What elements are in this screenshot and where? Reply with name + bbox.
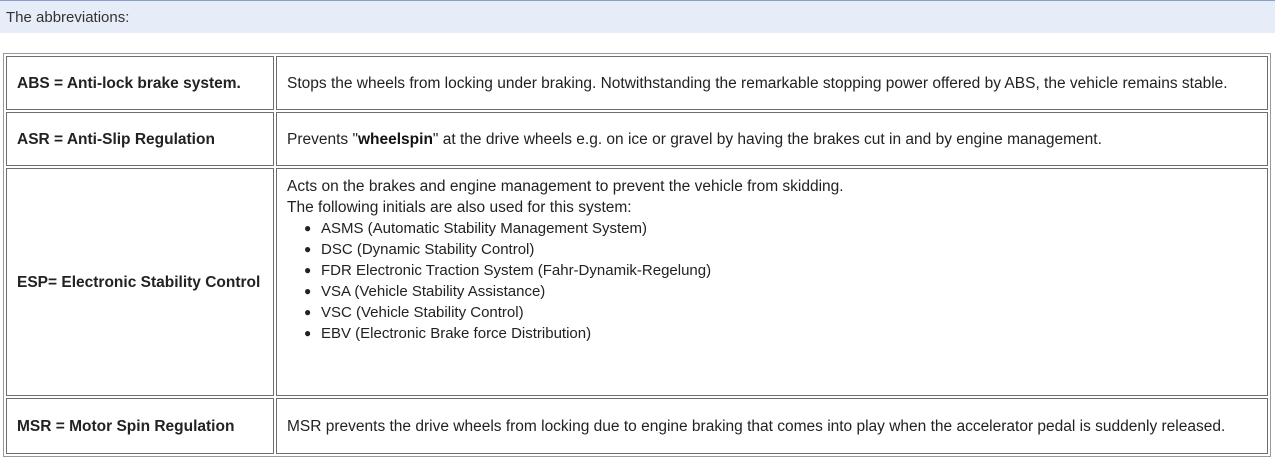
bullet-icon: ● [304, 305, 312, 319]
description-text: Acts on the brakes and engine management to prevent the vehicle from skidding. [287, 178, 844, 195]
list-item [304, 239, 1257, 260]
bullet-icon: ● [304, 242, 312, 256]
table-row-abs [6, 56, 1268, 110]
section-header [0, 0, 1275, 33]
list-item-text: FDR Electronic Traction System (Fahr-Dynamik-Regelung) [321, 262, 712, 279]
bullet-icon: ● [304, 263, 312, 277]
list-item [304, 281, 1257, 302]
list-item-text: DSC (Dynamic Stability Control) [321, 241, 535, 258]
description-cell [276, 56, 1268, 110]
term-cell: ESP= Electronic Stability Control [6, 168, 274, 396]
description-text [287, 129, 1257, 150]
description-text: Stops the wheels from locking under braking. Notwithstanding the remarkable stopping power offered by ABS, the vehicle remains stable. [287, 74, 1228, 92]
abbreviations-table [3, 53, 1271, 457]
list-item-text: EBV (Electronic Brake force Distribution) [321, 325, 592, 342]
list-item [304, 302, 1257, 323]
table-row-esp [6, 168, 1268, 396]
initials-list [287, 218, 1257, 344]
table-row-msr [6, 398, 1268, 454]
description-text: MSR prevents the drive wheels from locking due to engine braking that comes into play when the accelerator pedal is suddenly released. [287, 417, 1226, 435]
list-item-text: VSA (Vehicle Stability Assistance) [321, 283, 546, 300]
description-cell [276, 398, 1268, 454]
list-item [304, 218, 1257, 239]
list-item-text: ASMS (Automatic Stability Management System) [321, 220, 647, 237]
description-note: The following initials are also used for this system: [287, 199, 632, 216]
keyword-bold: wheelspin [357, 130, 433, 148]
description-cell [276, 112, 1268, 166]
description-cell [276, 168, 1268, 396]
list-item [304, 323, 1257, 344]
term-cell: ABS = Anti-lock brake system. [6, 56, 274, 110]
description-text-before: Prevents " [287, 130, 358, 148]
list-item-text: VSC (Vehicle Stability Control) [321, 304, 524, 321]
bullet-icon: ● [304, 284, 312, 298]
section-title: The abbreviations: [6, 9, 130, 26]
term-cell: MSR = Motor Spin Regulation [6, 398, 274, 454]
bullet-icon: ● [304, 326, 312, 340]
table-row-asr [6, 112, 1268, 166]
list-item [304, 260, 1257, 281]
description-text-after: " at the drive wheels e.g. on ice or gravel by having the brakes cut in and by engine management. [432, 130, 1102, 148]
bullet-icon: ● [304, 221, 312, 235]
term-cell: ASR = Anti-Slip Regulation [6, 112, 274, 166]
